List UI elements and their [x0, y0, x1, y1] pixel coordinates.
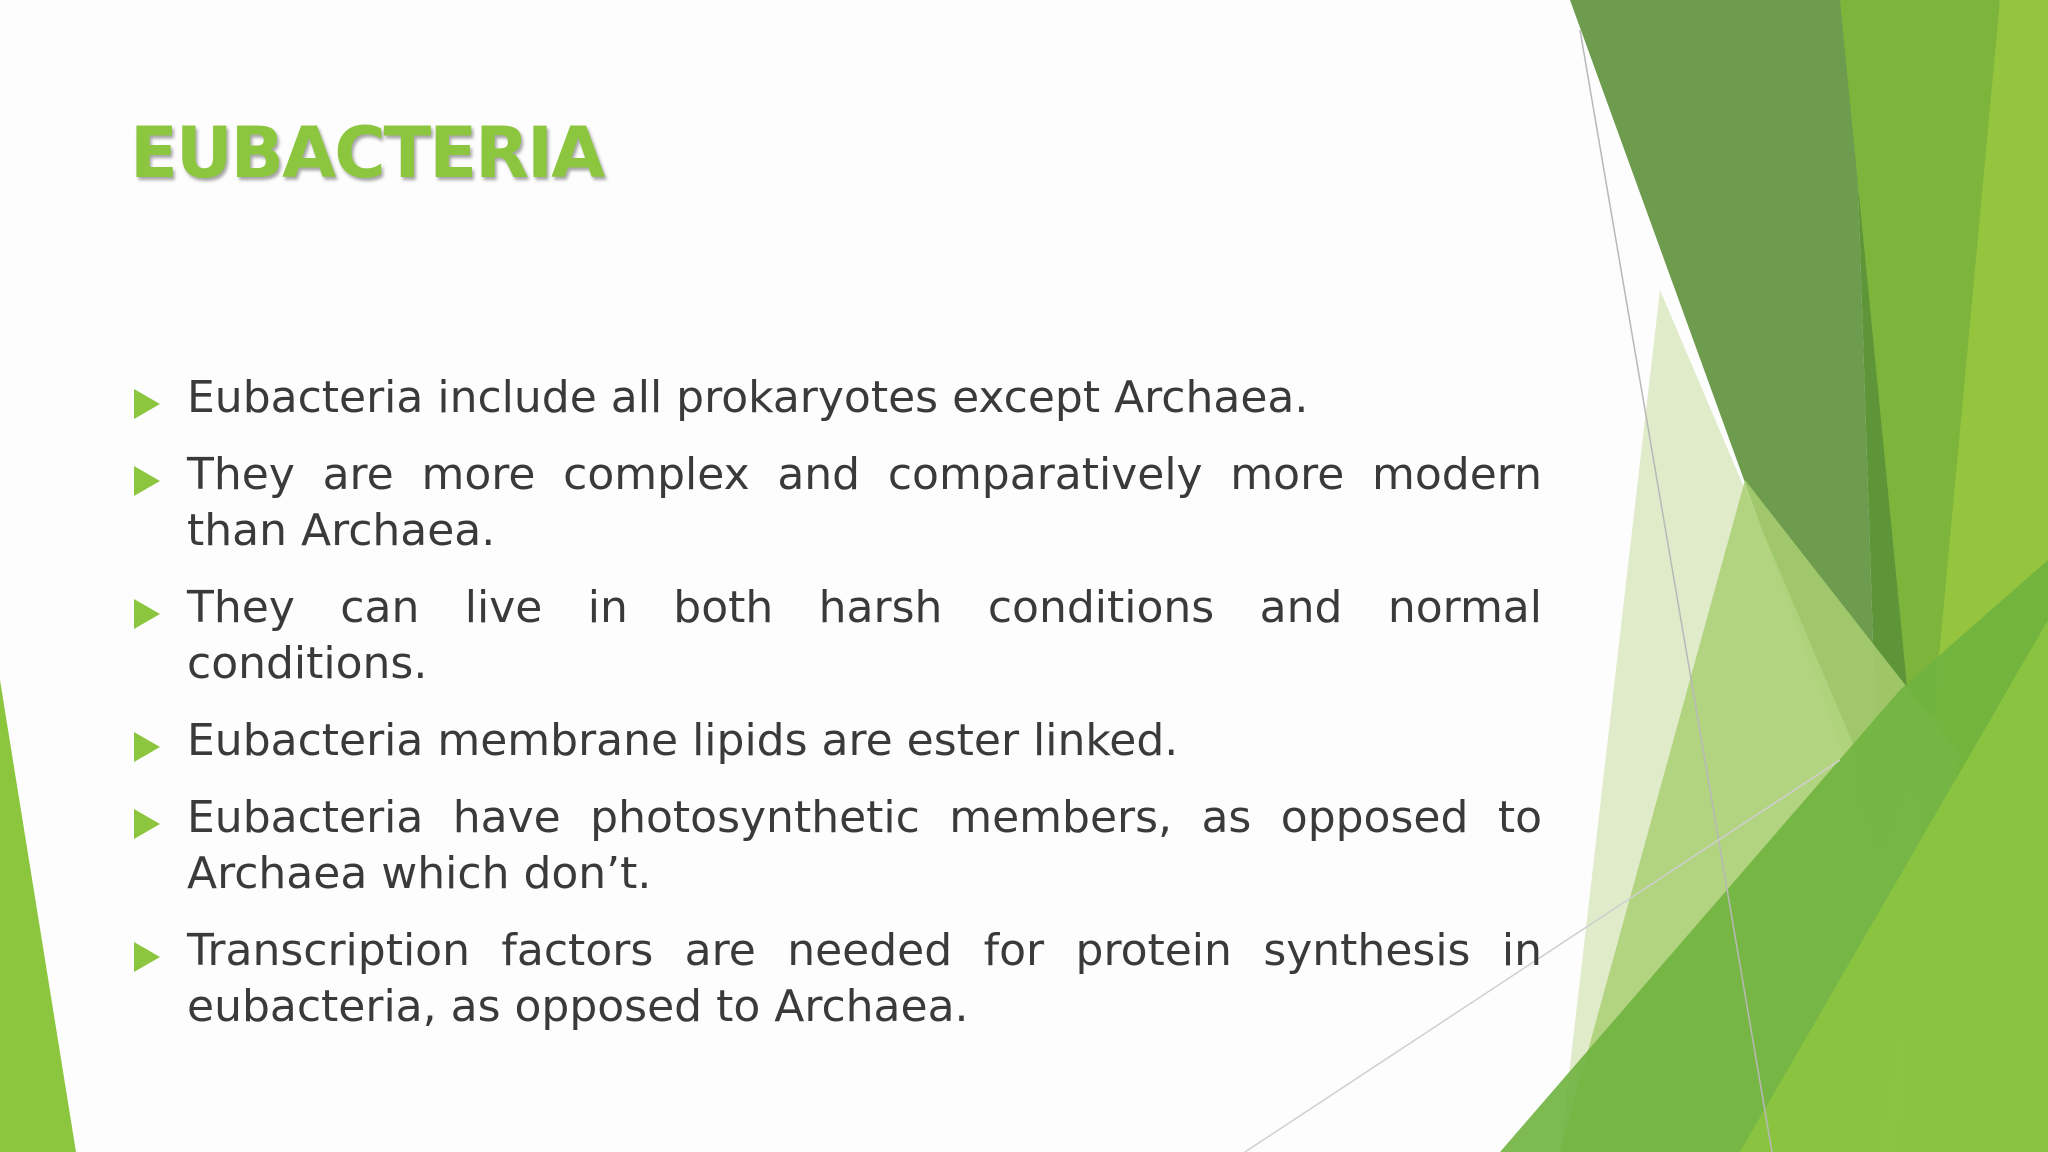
bullet-text: They are more complex and comparatively more modern than Archaea. [187, 449, 1542, 556]
bullet-item [130, 713, 1542, 769]
bullet-text: Transcription factors are needed for protein synthesis in eubacteria, as opposed to Archaea. [187, 925, 1542, 1032]
bullet-item [130, 447, 1542, 559]
bullet-text: Eubacteria have photosynthetic members, as opposed to Archaea which don’t. [187, 792, 1542, 899]
bullet-text: They can live in both harsh conditions and normal conditions. [187, 582, 1542, 689]
bullet-list [130, 370, 1542, 1056]
triangle-bullet-icon [134, 599, 160, 629]
triangle-bullet-icon [134, 466, 160, 496]
triangle-bullet-icon [134, 732, 160, 762]
facet-left-edge [0, 680, 76, 1152]
triangle-bullet-icon [134, 809, 160, 839]
bullet-item [130, 790, 1542, 902]
triangle-bullet-icon [134, 942, 160, 972]
triangle-bullet-icon [134, 389, 160, 419]
bullet-text: Eubacteria include all prokaryotes except Archaea. [187, 372, 1309, 423]
slide-title: EUBACTERIA [130, 112, 604, 194]
bullet-text: Eubacteria membrane lipids are ester linked. [187, 715, 1179, 766]
bullet-item [130, 370, 1542, 426]
bullet-item [130, 580, 1542, 692]
bullet-item [130, 923, 1542, 1035]
